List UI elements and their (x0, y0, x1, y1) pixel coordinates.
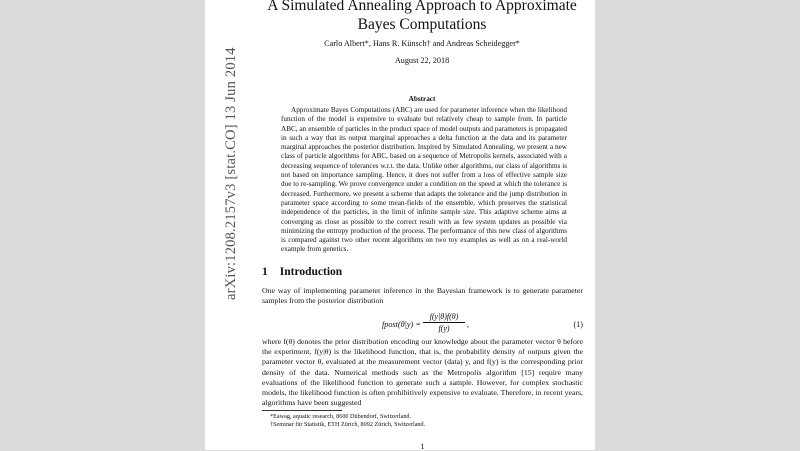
equation-1 (262, 312, 583, 336)
footnote-2: †Seminar für Statistik, ETH Zürich, 8092 Zürich, Switzerland. (270, 421, 426, 428)
intro-paragraph-2: where f(θ) denotes the prior distribution encoding our knowledge about the parameter vector θ before the experiment, f(y|θ) is the likelihood function, that is, the probability density of outputs given the parameter vector θ, evaluated at the measurement vector (data) y, and f(y) is the corresponding prior density of the data. Numerical methods such as the Metropolis algorithm [15] require many evaluations of the likelihood function to generate such a sample. However, for complex stochastic models, the likelihood function is often prohibitively expensive to evaluate. Therefore, in recent years, algorithms have been suggested (262, 337, 583, 408)
equation-lhs: fpost(θ|y) = (382, 320, 421, 329)
paper-date: August 22, 2018 (394, 56, 450, 65)
equation-denominator: f(y) (438, 324, 450, 333)
equation-number: (1) (573, 320, 583, 329)
arxiv-identifier: arXiv:1208.2157v3 [stat.CO] 13 Jun 2014 (223, 47, 239, 300)
equation-numerator: f(y|θ)f(θ) (423, 312, 465, 323)
footnote-1: *Eawag, aquatic research, 8600 Dübendorf, Switzerland. (270, 413, 412, 420)
paper-title: A Simulated Annealing Approach to Approximate Bayes Computations (267, 0, 577, 33)
abstract-heading: Abstract (408, 95, 436, 103)
equation-comma: , (467, 320, 470, 329)
section-heading (262, 266, 342, 278)
paper-authors: Carlo Albert*, Hans R. Künsch† and Andreas Scheidegger* (324, 39, 520, 48)
section-number: 1 (262, 266, 268, 278)
intro-paragraph-1: One way of implementing parameter inference in the Bayesian framework is to generate parameter samples from the posterior distribution (262, 286, 583, 305)
abstract-text: Approximate Bayes Computations (ABC) are used for parameter inference when the likelihood function of the model is expensive to evaluate but relatively cheap to sample from. In particle ABC, an ensemble of particles in the product space of model outputs and parameters is propagated in such a way that its output marginal approaches a delta function at the data and its parameter marginal approaches the posterior distribution. Inspired by Simulated Annealing, we present a new class of particle algorithms for ABC, based on a sequence of Metropolis kernels, associated with a decreasing sequence of tolerances w.r.t. the data. Unlike other algorithms, our class of algorithms is not based on importance sampling. Hence, it does not suffer from a loss of effective sample size due to re-sampling. We prove convergence under a condition on the speed at which the tolerance is decreased. Furthermore, we present a scheme that adapts the tolerance and the jump distribution in parameter space according to some mean-fields of the ensemble, which preserves the statistical independence of the particles, in the limit of infinite sample size. This adaptive scheme aims at converging as close as possible to the correct result with as few system updates as possible via minimizing the entropy production of the process. The performance of this new class of algorithms is compared against two other recent algorithms on two toy examples as well as on a real-world example from genetics. (281, 106, 567, 254)
equation-fraction (423, 312, 465, 333)
section-title: Introduction (279, 266, 343, 278)
footnote-rule (262, 410, 342, 411)
page-number: 1 (420, 442, 425, 451)
